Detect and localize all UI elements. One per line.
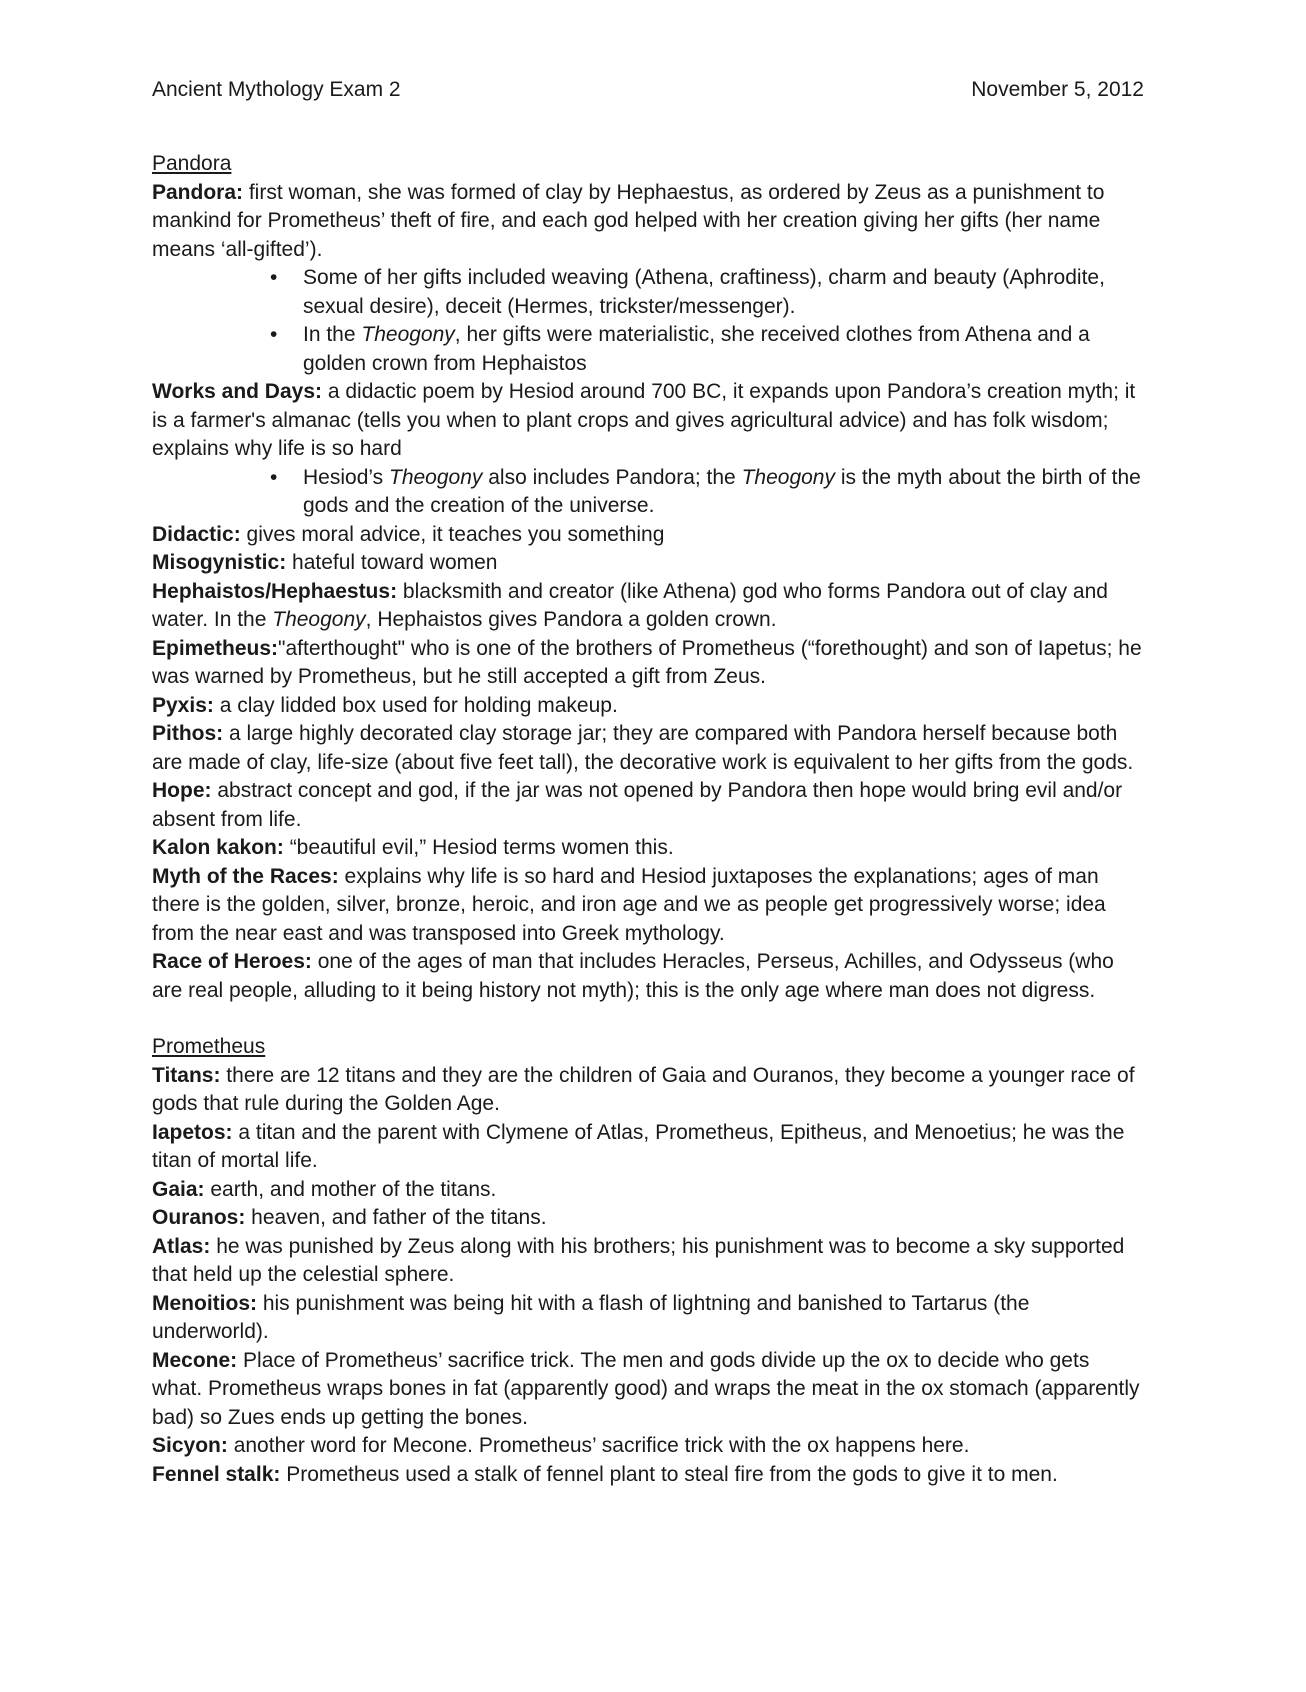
definition-text: there are 12 titans and they are the children of Gaia and Ouranos, they become a younger race of gods that rule during the Golden Age.	[152, 1063, 1135, 1115]
italic-title: Theogony	[272, 608, 366, 631]
section-heading-prometheus: Prometheus	[152, 1035, 266, 1058]
definition-text: explains why life is so hard and Hesiod juxtaposes the explanations; ages of man there is the golden, silver, bronze, heroic, and iron age and we as people get progressively worse; idea from the near east and was transposed into Greek mythology.	[152, 864, 1106, 945]
term: Didactic:	[152, 522, 241, 546]
term: Hephaistos/Hephaestus:	[152, 579, 398, 603]
definition-pyxis	[152, 692, 1144, 721]
term: Atlas:	[152, 1234, 211, 1258]
italic-title: Theogony	[741, 465, 835, 489]
definition-atlas	[152, 1233, 1144, 1290]
definition-pithos	[152, 720, 1144, 777]
list-item-text: Some of her gifts included weaving (Athena, craftiness), charm and beauty (Aphrodite, sexual desire), deceit (Hermes, trickster/messenger).	[303, 266, 1105, 318]
definition-mecone	[152, 1347, 1144, 1433]
italic-title: Theogony	[361, 323, 455, 346]
list-item	[270, 464, 1144, 521]
term: Iapetos:	[152, 1120, 233, 1144]
document-title: Ancient Mythology Exam 2	[152, 78, 401, 101]
definition-text: heaven, and father of the titans.	[245, 1206, 547, 1229]
definition-gaia	[152, 1176, 1144, 1205]
definition-text: blacksmith and creator (like Athena) god who forms Pandora out of clay and water. In the	[152, 579, 1108, 631]
section-heading-pandora: Pandora	[152, 152, 232, 175]
definition-misogynistic	[152, 549, 1144, 578]
term: Epimetheus:	[152, 636, 279, 660]
term: Pandora:	[152, 180, 244, 204]
list-item-text: Hesiod’s	[303, 465, 389, 489]
definition-text: earth, and mother of the titans.	[204, 1177, 497, 1201]
definition-text: a large highly decorated clay storage jar; they are compared with Pandora herself because both are made of clay, life-size (about five feet tall), the decorative work is equivalent to her gifts from the gods.	[152, 722, 1134, 774]
term: Kalon kakon:	[152, 836, 284, 859]
document-body	[152, 150, 1144, 1489]
definition-race-of-heroes	[152, 948, 1144, 1005]
definition-works-and-days	[152, 378, 1144, 464]
definition-text: one of the ages of man that includes Heracles, Perseus, Achilles, and Odysseus (who are real people, alluding to it being history not myth); this is the only age where man does not digress.	[152, 950, 1114, 1002]
definition-text: hateful toward women	[286, 551, 498, 574]
definition-text: “beautiful evil,” Hesiod terms women this.	[283, 836, 674, 859]
definition-didactic	[152, 521, 1144, 550]
definition-epimetheus	[152, 635, 1144, 692]
term: Gaia:	[152, 1177, 205, 1201]
list-item-text: also includes Pandora; the	[482, 465, 742, 489]
definition-text: "afterthought" who is one of the brothers of Prometheus (“forethought) and son of Iapetus; he was warned by Prometheus, but he still accepted a gift from Zeus.	[152, 636, 1142, 688]
list-item-text: In the	[303, 323, 362, 346]
definition-text: Place of Prometheus’ sacrifice trick. The men and gods divide up the ox to decide who gets what. Prometheus wraps bones in fat (apparently good) and wraps the meat in the ox stomach (apparently bad) so Zues ends up getting the bones.	[152, 1348, 1140, 1429]
list-item-text: , her gifts were materialistic, she received clothes from Athena and a golden crown from Hephaistos	[303, 323, 1090, 375]
page-header	[152, 76, 1144, 105]
definition-text: gives moral advice, it teaches you something	[240, 522, 665, 546]
italic-title: Theogony	[389, 465, 483, 489]
term: Sicyon:	[152, 1434, 228, 1457]
document-date: November 5, 2012	[971, 78, 1144, 101]
definition-iapetos	[152, 1119, 1144, 1176]
definition-text: , Hephaistos gives Pandora a golden crown.	[365, 608, 777, 631]
definition-hephaistos	[152, 578, 1144, 635]
section-spacer	[152, 1005, 1144, 1033]
definition-text: a titan and the parent with Clymene of Atlas, Prometheus, Epitheus, and Menoetius; he was the titan of mortal life.	[152, 1120, 1125, 1172]
term: Myth of the Races:	[152, 864, 339, 888]
definition-ouranos	[152, 1204, 1144, 1233]
term: Works and Days:	[152, 380, 322, 403]
definition-hope	[152, 777, 1144, 834]
definition-titans	[152, 1062, 1144, 1119]
term: Titans:	[152, 1063, 221, 1087]
definition-text: another word for Mecone. Prometheus’ sacrifice trick with the ox happens here.	[227, 1434, 970, 1457]
list-item-text: is the myth about the birth of the gods and the creation of the universe.	[303, 465, 1141, 517]
term: Pithos:	[152, 722, 224, 745]
term: Ouranos:	[152, 1206, 246, 1229]
term: Hope:	[152, 779, 212, 802]
bullet-icon: •	[270, 323, 278, 346]
definition-text: a clay lidded box used for holding makeup.	[213, 693, 618, 717]
bullet-icon: •	[270, 266, 278, 289]
definition-pandora	[152, 179, 1144, 265]
bullet-list	[152, 264, 1144, 378]
definition-fennel-stalk	[152, 1461, 1144, 1490]
term: Pyxis:	[152, 693, 214, 717]
definition-text: first woman, she was formed of clay by Hephaestus, as ordered by Zeus as a punishment to mankind for Prometheus’ theft of fire, and each god helped with her creation giving her gifts (her name means ‘all-gifted’).	[152, 180, 1105, 261]
definition-text: Prometheus used a stalk of fennel plant to steal fire from the gods to give it to men.	[280, 1462, 1058, 1486]
definition-text: abstract concept and god, if the jar was not opened by Pandora then hope would bring evil and/or absent from life.	[152, 779, 1123, 831]
bullet-list	[152, 464, 1144, 521]
definition-menoitios	[152, 1290, 1144, 1347]
definition-myth-of-the-races	[152, 863, 1144, 949]
term: Mecone:	[152, 1348, 238, 1372]
list-item	[270, 321, 1144, 378]
term: Race of Heroes:	[152, 950, 312, 973]
definition-text: he was punished by Zeus along with his brothers; his punishment was to become a sky supported that held up the celestial sphere.	[152, 1234, 1125, 1286]
bullet-icon: •	[270, 465, 278, 489]
definition-sicyon	[152, 1432, 1144, 1461]
definition-kalon-kakon	[152, 834, 1144, 863]
term: Fennel stalk:	[152, 1462, 281, 1486]
term: Menoitios:	[152, 1291, 257, 1315]
definition-text: a didactic poem by Hesiod around 700 BC, it expands upon Pandora’s creation myth; it is a farmer's almanac (tells you when to plant crops and gives agricultural advice) and has folk wisdom; explains why life is so hard	[152, 380, 1136, 460]
list-item	[270, 264, 1144, 321]
term: Misogynistic:	[152, 551, 287, 574]
definition-text: his punishment was being hit with a flash of lightning and banished to Tartarus (the underworld).	[152, 1291, 1030, 1343]
